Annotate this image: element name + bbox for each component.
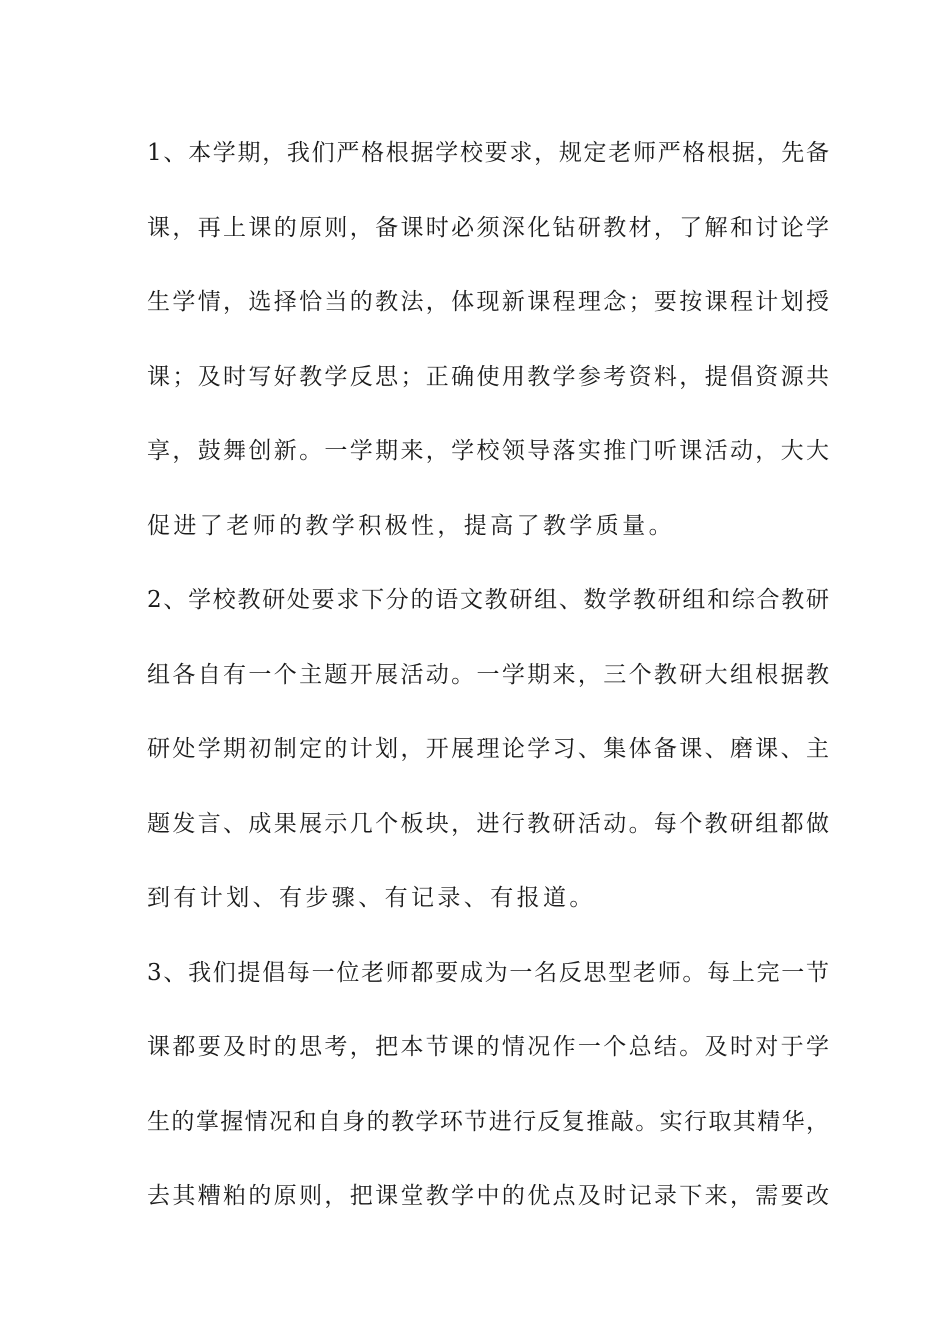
text-line-10: 题发言、成果展示几个板块，进行教研活动。每个教研组都做	[147, 810, 829, 837]
text-line-5: 享，鼓舞创新。一学期来，学校领导落实推门听课活动，大大	[147, 438, 829, 464]
text-line-2: 课，再上课的原则，备课时必须深化钻研教材，了解和讨论学	[147, 214, 829, 241]
body-text	[147, 134, 829, 1252]
text-line-7: 2、学校教研处要求下分的语文教研组、数学教研组和综合教研	[147, 587, 829, 613]
text-line-8: 组各自有一个主题开展活动。一学期来，三个教研大组根据教	[147, 661, 829, 688]
text-line-15: 去其糟粕的原则，把课堂教学中的优点及时记录下来，需要改	[147, 1183, 829, 1209]
text-line-11: 到有计划、有步骤、有记录、有报道。	[147, 885, 596, 911]
text-line-3: 生学情，选择恰当的教法，体现新课程理念；要按课程计划授	[147, 289, 829, 315]
text-line-12: 3、我们提倡每一位老师都要成为一名反思型老师。每上完一节	[147, 959, 829, 986]
text-line-13: 课都要及时的思考，把本节课的情况作一个总结。及时对于学	[147, 1034, 829, 1060]
text-line-4: 课；及时写好教学反思；正确使用教学参考资料，提倡资源共	[147, 363, 829, 390]
text-line-9: 研处学期初制定的计划，开展理论学习、集体备课、磨课、主	[147, 736, 829, 762]
text-line-1: 1、本学期，我们严格根据学校要求，规定老师严格根据，先备	[147, 140, 829, 166]
text-line-6: 促进了老师的教学积极性，提高了教学质量。	[147, 512, 675, 539]
text-line-14: 生的掌握情况和自身的教学环节进行反复推敲。实行取其精华，	[147, 1108, 829, 1135]
